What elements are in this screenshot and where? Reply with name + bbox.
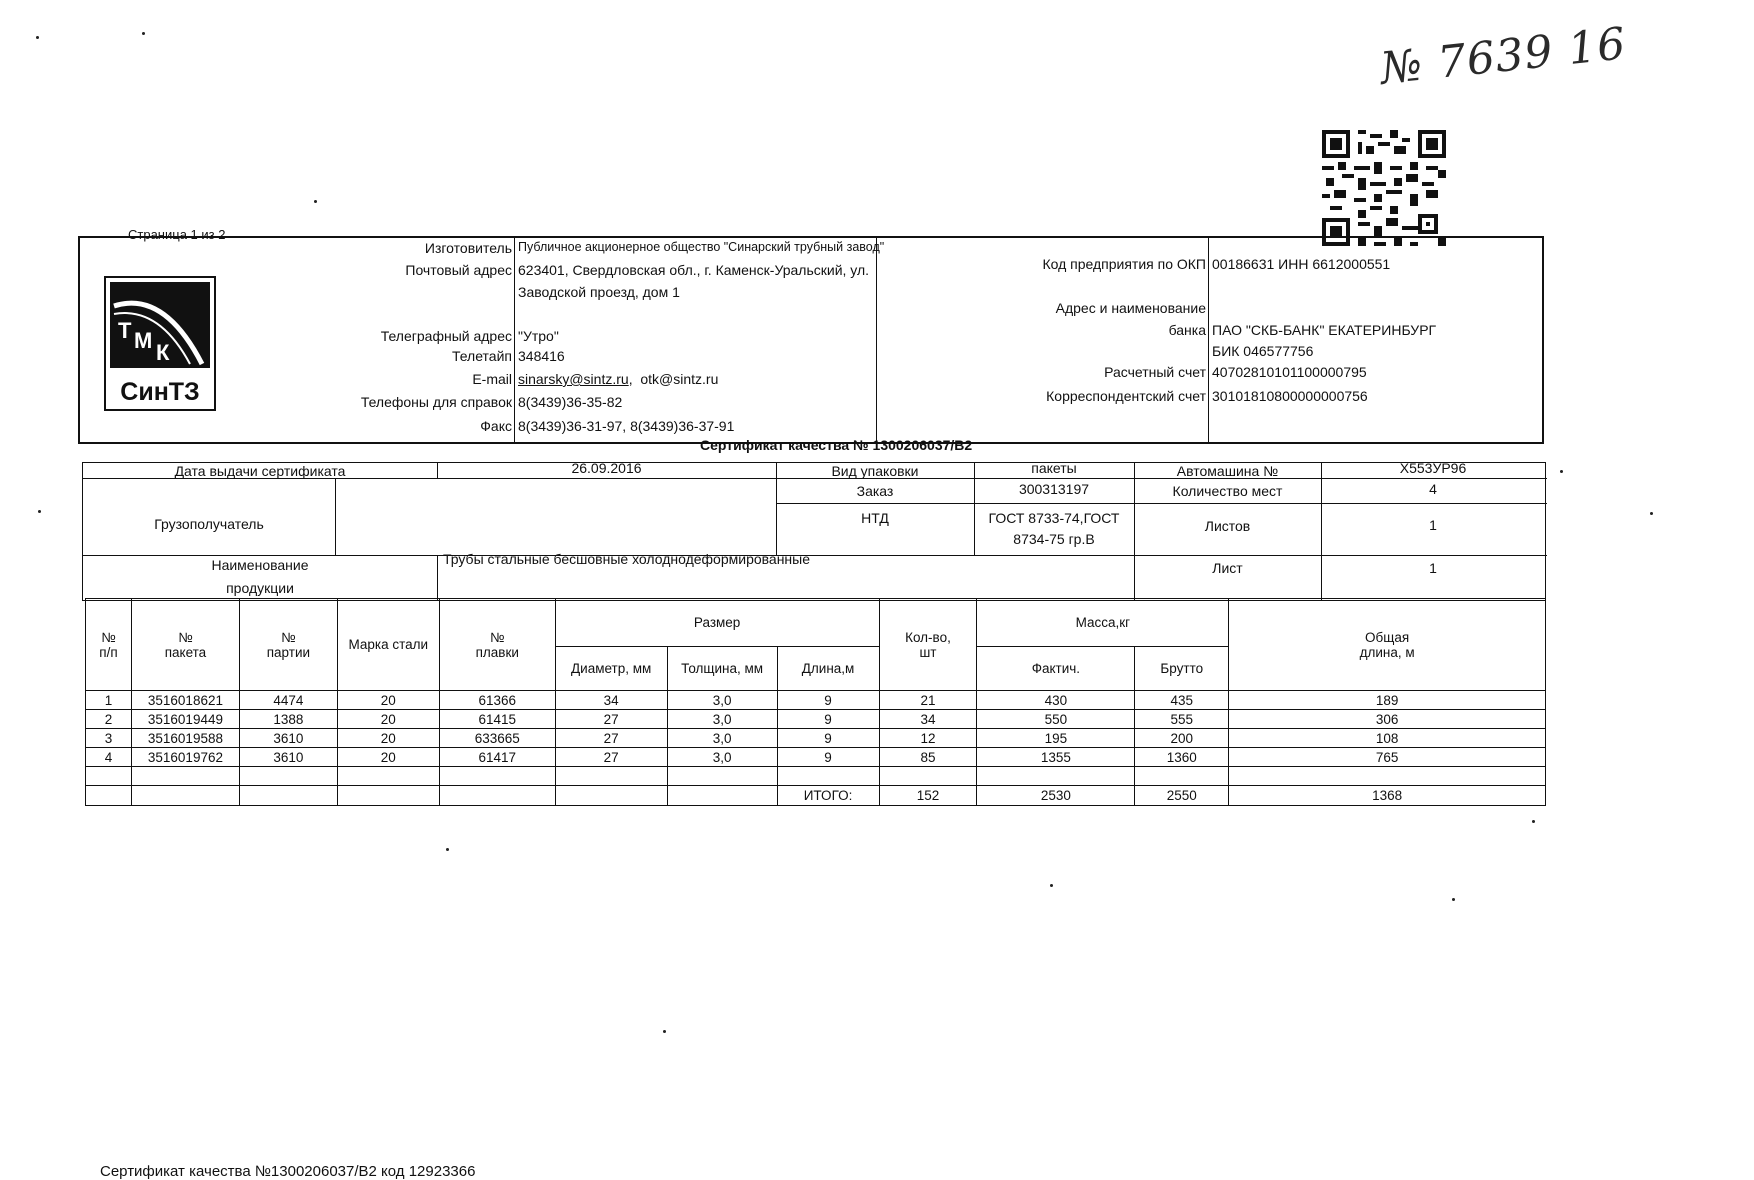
header-lot: № партии xyxy=(239,599,337,691)
manufacturer-header xyxy=(78,236,1544,444)
consignee-label: Грузополучатель xyxy=(154,516,264,532)
product-value: Трубы стальные бесшовные холоднодеформированные xyxy=(443,551,811,567)
table-total-row xyxy=(86,786,1546,806)
header-length: Длина,м xyxy=(777,647,879,691)
places-label: Количество мест xyxy=(1172,483,1283,499)
ntd-value-line2: 8734-75 гр.В xyxy=(1013,531,1095,547)
postal-label: Почтовый адрес xyxy=(405,262,512,278)
corr-account-value: 30101810800000000756 xyxy=(1212,388,1368,404)
header-total-length: Общая длина, м xyxy=(1229,599,1546,691)
table-row-empty xyxy=(86,767,1546,786)
teletype-label: Телетайп xyxy=(451,348,512,364)
truck-value: Х553УР96 xyxy=(1399,460,1467,476)
ntd-value-line1: ГОСТ 8733-74,ГОСТ xyxy=(988,510,1120,526)
label-value-rule xyxy=(514,238,515,442)
fax-label: Факс xyxy=(480,418,512,434)
scan-speck xyxy=(1650,512,1653,515)
okp-inn-value: 00186631 ИНН 6612000551 xyxy=(1212,256,1391,272)
grid-rule-3 xyxy=(83,555,1547,556)
scan-speck xyxy=(36,36,39,39)
header-mass: Масса,кг xyxy=(977,599,1229,647)
total-mass-fact: 2530 xyxy=(977,786,1135,806)
header-num: № п/п xyxy=(86,599,132,691)
header-thickness: Толщина, мм xyxy=(667,647,777,691)
svg-text:М: М xyxy=(134,328,153,353)
postal-value-line1: 623401, Свердловская обл., г. Каменск-Уральский, ул. xyxy=(518,262,870,278)
header-mass-fact: Фактич. xyxy=(977,647,1135,691)
grid-vrule-product xyxy=(437,555,438,600)
email-link-1[interactable]: sinarsky@sintz.ru xyxy=(518,371,629,387)
table-row: 4 3516019762 3610 20 61417 27 3,0 9 85 1355 1360 765 xyxy=(86,748,1546,767)
total-length: 1368 xyxy=(1229,786,1546,806)
product-label-line1: Наименование xyxy=(211,557,309,573)
handwritten-registration-note: № 7639 16 xyxy=(1378,18,1629,95)
grid-vrule-consignee xyxy=(335,478,336,555)
account-value: 40702810101100000795 xyxy=(1212,364,1367,380)
bank-label-line2: банка xyxy=(1168,322,1206,338)
corr-account-label: Корреспондентский счет xyxy=(1046,388,1206,404)
grid-rule-2 xyxy=(776,503,1547,504)
svg-text:Т: Т xyxy=(118,318,132,343)
svg-text:СинТЗ: СинТЗ xyxy=(120,378,200,406)
header-pack: № пакета xyxy=(131,599,239,691)
scan-speck xyxy=(38,510,41,513)
table-header-row-1 xyxy=(86,599,1546,647)
bank-label-value-rule xyxy=(1208,238,1209,442)
pack-type-value: пакеты xyxy=(1031,460,1077,476)
header-mass-brutto: Брутто xyxy=(1135,647,1229,691)
truck-label: Автомашина № xyxy=(1176,463,1279,479)
scan-speck xyxy=(1452,898,1455,901)
teletype-value: 348416 xyxy=(518,348,565,364)
table-row: 2 3516019449 1388 20 61415 27 3,0 9 34 550 555 306 xyxy=(86,710,1546,729)
places-value: 4 xyxy=(1429,481,1437,497)
header-heat: № плавки xyxy=(439,599,555,691)
scan-speck xyxy=(1532,820,1535,823)
svg-text:К: К xyxy=(156,340,170,365)
telegraph-label: Телеграфный адрес xyxy=(380,328,512,344)
ntd-label: НТД xyxy=(861,510,889,526)
certificate-title: Сертификат качества № 1300206037/В2 xyxy=(700,437,973,453)
email-label: E-mail xyxy=(472,371,512,387)
header-size: Размер xyxy=(555,599,879,647)
scan-speck xyxy=(1560,470,1563,473)
table-row: 1 3516018621 4474 20 61366 34 3,0 9 21 430 435 189 xyxy=(86,691,1546,710)
sheets-label: Листов xyxy=(1204,518,1251,534)
table-row: 3 3516019588 3610 20 633665 27 3,0 9 12 195 200 108 xyxy=(86,729,1546,748)
bank-name-value: ПАО "СКБ-БАНК" ЕКАТЕРИНБУРГ xyxy=(1212,322,1437,338)
maker-value: Публичное акционерное общество "Синарский трубный завод" xyxy=(518,240,885,254)
total-mass-brutto: 2550 xyxy=(1135,786,1229,806)
order-value: 300313197 xyxy=(1018,481,1090,497)
telegraph-value: "Утро" xyxy=(518,328,559,344)
scan-speck xyxy=(314,200,317,203)
page-number: Страница 1 из 2 xyxy=(128,227,226,242)
header-divider xyxy=(876,238,877,442)
tmk-sintz-logo xyxy=(104,276,216,411)
scan-speck xyxy=(446,848,449,851)
header-diameter: Диаметр, мм xyxy=(555,647,667,691)
pack-type-label: Вид упаковки xyxy=(831,463,919,479)
account-label: Расчетный счет xyxy=(1104,364,1206,380)
bank-label-line1: Адрес и наименование xyxy=(1055,300,1206,316)
issue-date-label: Дата выдачи сертификата xyxy=(174,463,346,479)
header-steel: Марка стали xyxy=(337,599,439,691)
pipes-data-table xyxy=(85,598,1546,806)
sheet-value: 1 xyxy=(1429,560,1437,576)
scan-speck xyxy=(142,32,145,35)
order-label: Заказ xyxy=(856,483,894,499)
total-label: ИТОГО: xyxy=(777,786,879,806)
sheet-label: Лист xyxy=(1212,560,1243,576)
total-qty: 152 xyxy=(879,786,977,806)
fax-value: 8(3439)36-31-97, 8(3439)36-37-91 xyxy=(518,418,735,434)
email-link-2[interactable]: otk@sintz.ru xyxy=(640,371,719,387)
phones-label: Телефоны для справок xyxy=(360,394,512,410)
footer-certificate-code: Сертификат качества №1300206037/В2 код 12923366 xyxy=(100,1163,476,1180)
scan-speck xyxy=(663,1030,666,1033)
scan-speck xyxy=(1050,884,1053,887)
certificate-info-grid xyxy=(82,462,1546,601)
sheets-value: 1 xyxy=(1429,517,1437,533)
qr-code xyxy=(1322,130,1446,246)
postal-value-line2: Заводской проезд, дом 1 xyxy=(518,284,680,300)
maker-label: Изготовитель xyxy=(424,240,512,256)
header-qty: Кол-во, шт xyxy=(879,599,977,691)
issue-date-value: 26.09.2016 xyxy=(571,460,642,476)
phones-value: 8(3439)36-35-82 xyxy=(518,394,623,410)
email-value: sinarsky@sintz.ru, otk@sintz.ru xyxy=(518,371,719,387)
okp-label: Код предприятия по ОКП xyxy=(1042,256,1206,272)
bik-value: БИК 046577756 xyxy=(1212,343,1314,359)
product-label-line2: продукции xyxy=(226,580,294,596)
